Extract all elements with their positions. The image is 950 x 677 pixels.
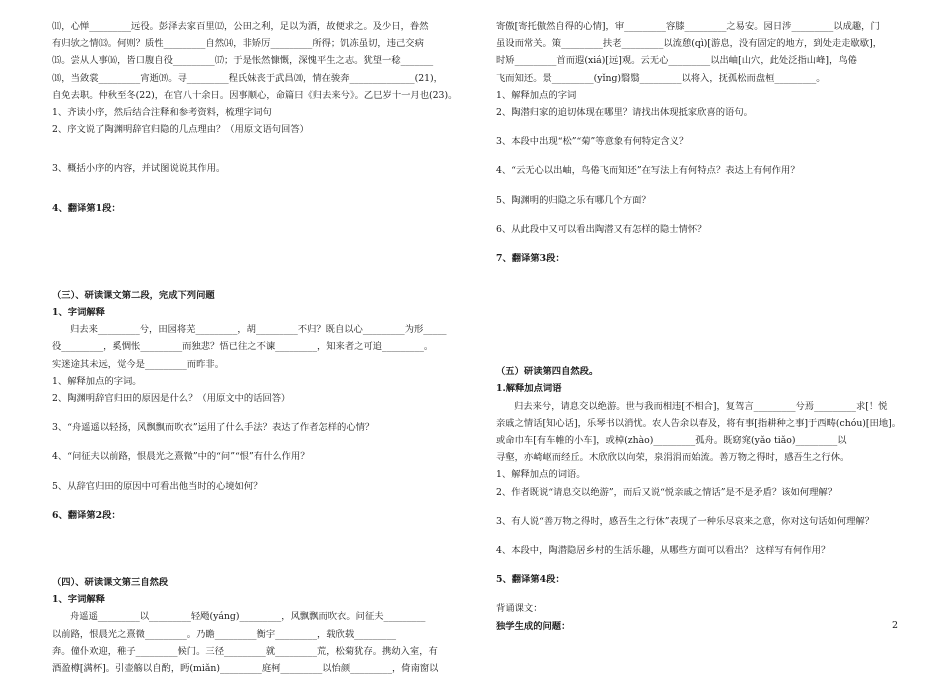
question: 5、从辞官归田的原因中可看出他当时的心境如何？ — [52, 480, 263, 492]
question: 2、序文说了陶渊明辞官归隐的几点理由？（用原文语句回答） — [52, 124, 309, 136]
text-line: 时矫_________首而遐(xiá)[远]观。云无心_________以出岫[山穴，此处泛指山峰]，鸟倦 — [496, 55, 857, 67]
question: 2、陶渊明辞官归田的原因是什么？（用原文中的话回答） — [52, 393, 291, 405]
text-line: ⑾，心惮_________远役。彭泽去家百里⑿，公田之利，足以为酒，故便求之。及少日，眷然 — [52, 21, 429, 32]
translate-heading: 6、翻译第2段： — [52, 509, 121, 521]
text-line: 虽设而常关。策_________扶老_________以流憩(qì)[游息，没有固定的地方，到处走走歇歇]， — [496, 38, 883, 50]
question: 4、“云无心以出岫，鸟倦飞而知还”在写法上有何特点？表达上有何作用？ — [496, 165, 800, 177]
translate-heading: 5、翻译第4段： — [496, 574, 565, 586]
question: 4、“问征夫以前路，恨晨光之熹微”中的“问”“恨”有什么作用？ — [52, 451, 310, 463]
section-subtitle: 1、字词解释 — [52, 594, 105, 606]
section-subtitle: 1.解释加点词语 — [496, 383, 562, 395]
text-line: 舟遥遥_________以_________轻飏(yáng)_________，风飘飘而吹衣。问征夫_________ — [70, 611, 426, 623]
text-line: 以前路，恨晨光之熹微_________。乃瞻_________衡宇_________，载欣载_________ — [52, 628, 396, 640]
recite-label: 背诵课文： — [496, 603, 543, 615]
text-line: 或命巾车[有车帷的小车]，或棹(zhào)_________孤舟。既窈窕(yǎo tiǎo)_________以 — [496, 435, 847, 447]
text-line: 酒盈樽[满杯]。引壶觞以自酌，眄(miǎn)_________庭柯_________以怡颜_________，倚南窗以 — [52, 663, 439, 675]
left-column — [52, 18, 462, 677]
question: 1、解释加点的字词。 — [52, 375, 142, 387]
text-line: 役_________，奚惆怅_________而独悲？悟已往之不谏_________，知来者之可追_________。 — [52, 341, 434, 353]
question: 2、作者既说“请息交以绝游”，而后又说“悦亲戚之情话”是不是矛盾？该如何理解？ — [496, 486, 838, 498]
text-line: 归去来兮，请息交以绝游。世与我而相违[不相合]，复驾言_________兮焉_________求[！悦 — [514, 400, 888, 412]
text-line: 奔。僮仆欢迎，稚子_________候门。三径_________就_________荒，松菊犹存。携幼入室，有 — [52, 645, 438, 657]
section-title: （四）、研读课文第三自然段 — [52, 577, 169, 589]
question: 3、“舟遥遥以轻扬，风飘飘而吹衣”运用了什么手法？表达了作者怎样的心情？ — [52, 422, 375, 434]
text-line: ⒅，当敛裳_________宵逝⒆。寻_________程氏妹丧于武昌⒇，情在骏奔______________(21)， — [52, 72, 443, 84]
question: 5、陶渊明的归隐之乐有哪几个方面？ — [496, 194, 651, 206]
self-question-label: 独学生成的问题： — [496, 620, 571, 632]
question: 3、有人说“善万物之得时，感吾生之行休”表现了一种乐尽哀来之意，你对这句话如何理解？ — [496, 515, 874, 527]
translate-heading: 4、翻译第1段： — [52, 202, 121, 214]
page-number: 2 — [891, 620, 898, 631]
question: 1、齐读小序，然后结合注释和参考资料，梳理字词句 — [52, 107, 272, 119]
question: 3、概括小序的内容，并试图说说其作用。 — [52, 163, 226, 175]
section-title: （三）、研读课文第二段，完成下列问题 — [52, 289, 215, 301]
section-subtitle: 1、字词解释 — [52, 307, 105, 319]
section-title: （五）研读第四自然段。 — [496, 366, 599, 378]
question: 3、本段中出现“松”“菊”等意象有何特定含义？ — [496, 136, 689, 148]
text-line: 实迷途其未远，觉今是_________而昨非。 — [52, 358, 224, 370]
question: 4、本段中，陶潜隐居乡村的生活乐趣，从哪些方面可以看出？ 这样写有何作用？ — [496, 545, 831, 557]
text-line: ⒂。尝从人事⒃，皆口腹自役_________⒄；于是怅然慷慨，深愧平生之志。犹望一稔_______ — [52, 55, 434, 67]
translate-heading: 7、翻译第3段： — [496, 253, 565, 265]
question: 6、从此段中又可以看出陶潜又有怎样的隐士情怀？ — [496, 223, 707, 235]
text-line: 寄傲[寄托傲然自得的心情]，审_________容膝_________之易安。园日涉_________以成趣，门 — [496, 21, 880, 32]
question: 1、解释加点的字词 — [496, 89, 577, 101]
question: 1、解释加点的词语。 — [496, 469, 586, 481]
text-line: 自免去职。仲秋至冬(22)，在官八十余日。因事顺心，命篇曰《归去来兮》。乙巳岁十一月也(23)。 — [52, 89, 458, 101]
text-line: 归去来_________兮，田园将芜_________，胡_________不归？既自以心_________为形_____ — [70, 324, 447, 336]
text-line: 寻壑，亦崎岖而经丘。木欣欣以向荣，泉涓涓而始流。善万物之得时，感吾生之行休。 — [496, 452, 850, 464]
text-line: 有归欤之情⒀。何则？质性_________自然⒁，非矫厉_________所得；饥冻虽切，违己交病 — [52, 38, 424, 50]
text-line: 飞而知还。景_________(yǐng)翳翳_________以将入，抚孤松而盘桓_________。 — [496, 72, 826, 84]
right-column — [496, 18, 906, 635]
question: 2、陶潜归家的追切体现在哪里？请找出体现抵家欣喜的语句。 — [496, 107, 753, 119]
text-line: 亲戚之情话[知心话]，乐琴书以消忧。农人告余以春及，将有事[指耕种之事]于西畴(chóu)[田地]。 — [496, 417, 902, 429]
